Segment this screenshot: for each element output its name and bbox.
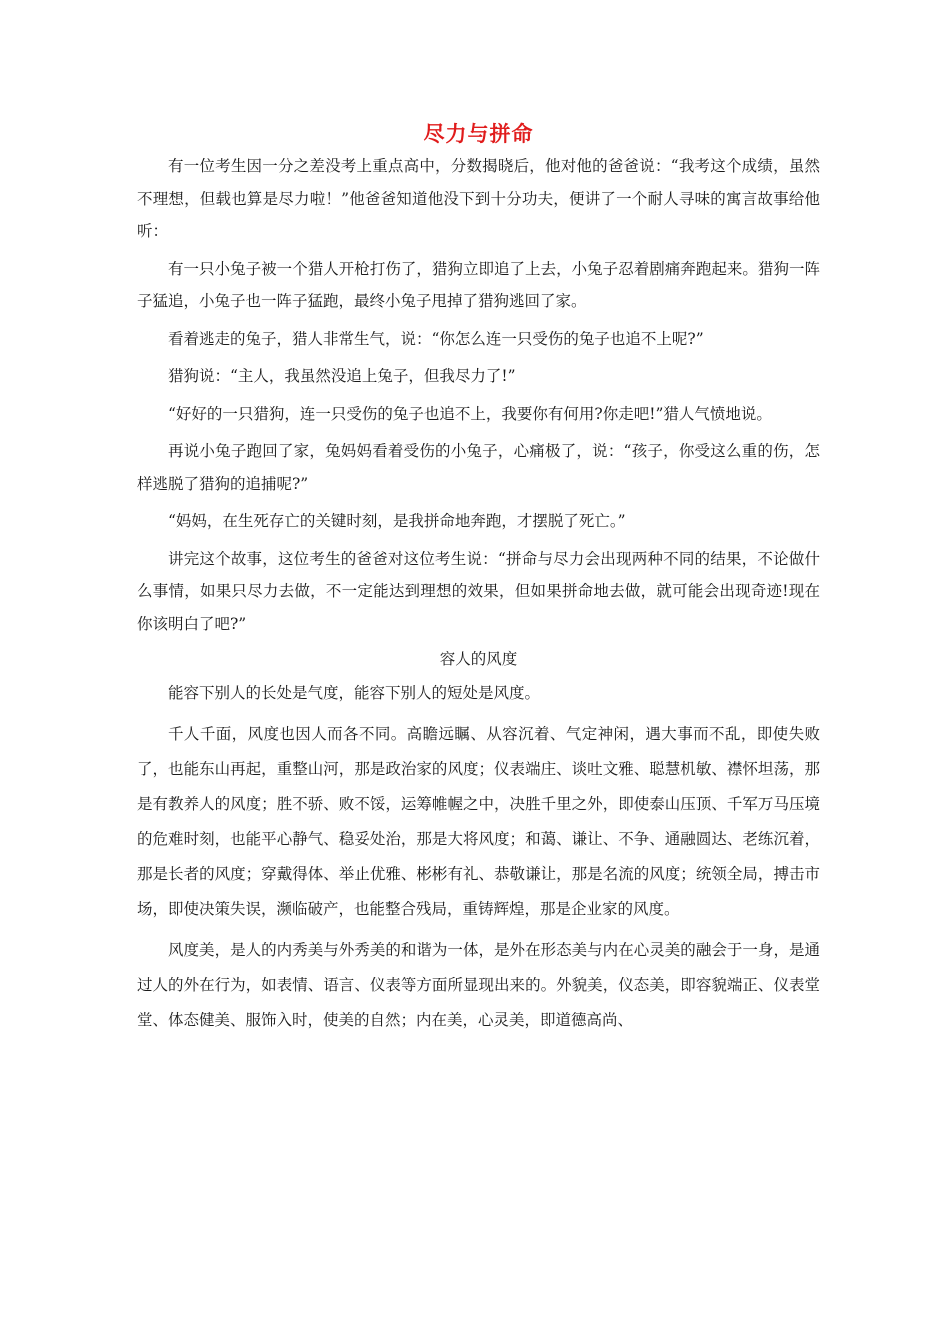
paragraph: 风度美，是人的内秀美与外秀美的和谐为一体，是外在形态美与内在心灵美的融会于一身，是通过人的外在行为，如表情、语言、仪表等方面所显现出来的。外貌美，仪态美，即容貌端正、仪表堂堂、体态健美、服饰入时，使美的自然；内在美，心灵美，即道德高尚、 [137,941,820,1029]
paragraph: “妈妈，在生死存亡的关键时刻，是我拼命地奔跑，才摆脱了死亡。” [168,512,626,530]
paragraph: 看着逃走的兔子，猎人非常生气，说：“你怎么连一只受伤的兔子也追不上呢?” [168,329,704,348]
paragraph: 猎狗说：“主人，我虽然没追上兔子，但我尽力了!” [168,367,516,385]
section-body [137,676,820,1038]
paragraph: 有一只小兔子被一个猎人开枪打伤了，猎狗立即追了上去，小兔子忍着剧痛奔跑起来。猎狗一阵子猛追，小兔子也一阵子猛跑，最终小兔子甩掉了猎狗逃回了家。 [137,259,820,310]
paragraph: “好好的一只猎狗，连一只受伤的兔子也追不上，我要你有何用?你走吧!”猎人气愤地说。 [168,404,772,423]
paragraph: 讲完这个故事，这位考生的爸爸对这位考生说：“拼命与尽力会出现两种不同的结果，不论做什么事情，如果只尽力去做，不一定能达到理想的效果，但如果拼命地去做，就可能会出现奇迹!现在你该明白了吧?” [137,549,820,633]
paragraph: 能容下别人的长处是气度，能容下别人的短处是风度。 [168,684,541,702]
section-title: 容人的风度 [439,650,518,668]
paragraph: 有一位考生因一分之差没考上重点高中，分数揭晓后，他对他的爸爸说：“我考这个成绩，虽然不理想，但载也算是尽力啦！”他爸爸知道他没下到十分功夫，便讲了一个耐人寻味的寓言故事给他听： [137,157,820,240]
paragraph: 再说小兔子跑回了家，兔妈妈看着受伤的小兔子，心痛极了，说：“孩子，你受这么重的伤，怎样逃脱了猎狗的追捕呢?” [137,442,820,493]
paragraph: 千人千面，风度也因人而各不同。高瞻远瞩、从容沉着、气定神闲，遇大事而不乱，即使失败了，也能东山再起，重整山河，那是政治家的风度；仪表端庄、谈吐文雅、聪慧机敏、襟怀坦荡，那是有教养人的风度；胜不骄、败不馁，运筹帷幄之中，决胜千里之外，即使泰山压顶、千军万马压境的危难时刻，也能平心静气、稳妥处治，那是大将风度；和蔼、谦让、不争、通融圆达、老练沉着，那是长者的风度；穿戴得体、举止优雅、彬彬有礼、恭敬谦让，那是名流的风度；统领全局，搏击市场，即使决策失误，濒临破产，也能整合残局，重铸辉煌，那是企业家的风度。 [137,725,820,918]
article-body [137,150,820,640]
document-page [137,118,820,1044]
article-title: 尽力与拼命 [423,122,534,146]
